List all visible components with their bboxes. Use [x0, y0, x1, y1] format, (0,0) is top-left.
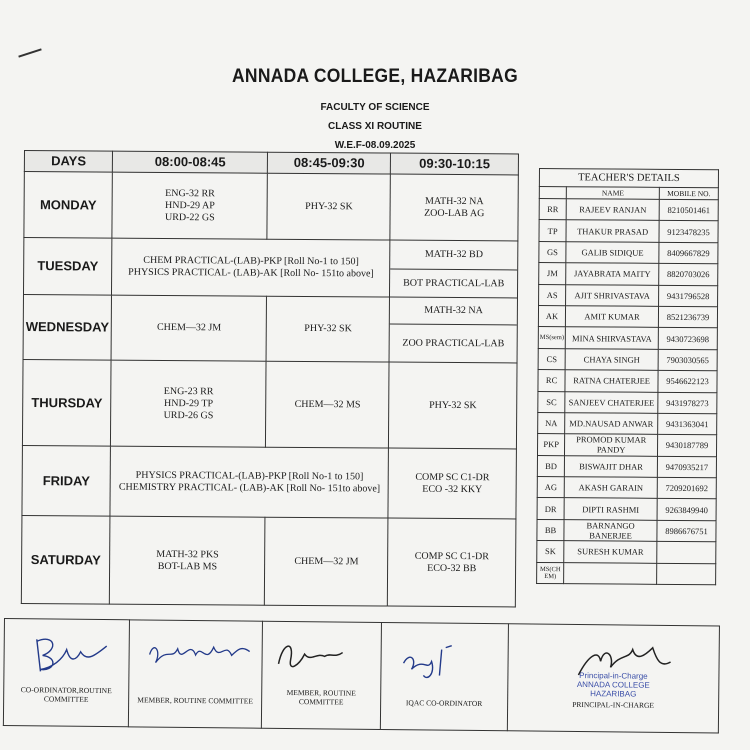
class-entry: ECO-32 BB [427, 562, 477, 574]
class-entry: URD-22 GS [164, 211, 215, 223]
pen-mark [18, 48, 41, 57]
signature-cell [3, 619, 129, 727]
day-label: SATURDAY [21, 515, 110, 604]
signature-scribble [381, 623, 508, 694]
cell-saturday-p2: CHEM—32 JM [265, 517, 389, 606]
col-days: DAYS [24, 151, 112, 173]
teacher-mobile: 9546622123 [658, 370, 717, 392]
college-title: ANNADA COLLEGE, HAZARIBAG [232, 66, 518, 87]
teacher-name: CHAYA SINGH [565, 348, 658, 370]
teacher-row [537, 541, 716, 564]
class-entry: PHYSICS PRACTICAL- (LAB)-AK [Roll No- 151to above] [128, 266, 374, 280]
teacher-row [539, 199, 718, 222]
teacher-row [537, 562, 716, 585]
teacher-code: BD [537, 455, 564, 477]
class-entry: CHEMISTRY PRACTICAL- (LAB)-AK [Roll No- 151to above] [118, 481, 381, 494]
routine-table [21, 150, 519, 607]
teacher-code: RC [538, 370, 565, 392]
teacher-row [539, 241, 718, 264]
col-name: NAME [566, 187, 659, 200]
signature-scribble [129, 620, 262, 691]
class-entry: HND-29 AP [165, 199, 215, 211]
day-label: FRIDAY [22, 445, 111, 516]
class-entry: PHYSICS PRACTICAL-(LAB)-PKP [Roll No-1 to 150] [135, 469, 364, 482]
teacher-name: MINA SHIRVASTAVA [565, 327, 658, 349]
teacher-mobile [657, 542, 716, 564]
teacher-code: TP [539, 220, 566, 242]
signature-role: MEMBER, ROUTINE COMMITTEE [137, 695, 254, 706]
teacher-mobile: 8409667829 [659, 242, 718, 264]
teacher-row [539, 220, 718, 243]
teacher-name: AKASH GARAIN [564, 477, 657, 499]
row-thursday [22, 359, 517, 448]
cell-friday-p12 [110, 446, 388, 518]
class-entry: MATH-32 BD [424, 248, 484, 261]
signature-role: PRINCIPAL-IN-CHARGE [572, 699, 655, 710]
cell-thursday-p3: PHY-32 SK [389, 362, 517, 449]
cell-saturday-p3 [388, 518, 516, 607]
teacher-name: BARNANGO BANERJEE [564, 520, 657, 542]
teacher-code: DR [537, 498, 564, 520]
class-entry: ZOO PRACTICAL-LAB [390, 324, 517, 363]
class-entry: COMP SC C1-DR [414, 550, 489, 562]
teacher-mobile: 7903030565 [658, 349, 717, 371]
cell-wednesday-p3 [389, 297, 517, 363]
teacher-row [537, 519, 716, 542]
teacher-code: GS [539, 241, 566, 263]
class-entry: ENG-32 RR [165, 187, 215, 199]
teacher-name: RAJEEV RANJAN [566, 199, 659, 221]
teachers-table [536, 168, 719, 585]
teacher-code: AG [537, 477, 564, 499]
signature-cell [507, 624, 719, 733]
teacher-mobile: 9431363041 [658, 413, 717, 435]
row-wednesday [23, 294, 517, 362]
class-entry: ZOO-LAB AG [424, 207, 485, 219]
signature-scribble [508, 624, 719, 696]
teacher-mobile: 9470935217 [657, 456, 716, 478]
class-entry: URD-26 GS [163, 409, 214, 421]
class-entry: MATH-32 NA [424, 195, 484, 207]
signature-role: CO-ORDINATOR,ROUTINE COMMITTEE [20, 685, 112, 704]
teacher-mobile: 9430187789 [657, 435, 716, 457]
cell-thursday-p2: CHEM—32 MS [266, 361, 390, 448]
teacher-name: MD.NAUSAD ANWAR [565, 413, 658, 435]
signature-scribble [262, 622, 381, 693]
class-entry: ENG-23 RR [163, 385, 214, 397]
teacher-name [564, 562, 657, 584]
teacher-name: SURESH KUMAR [564, 541, 657, 563]
col-mobile: MOBILE NO. [659, 187, 718, 199]
class-entry: COMP SC C1-DR [415, 471, 490, 483]
teacher-name: GALIB SIDIQUE [566, 241, 659, 263]
teacher-name: RATNA CHATERJEE [565, 370, 658, 392]
day-label: MONDAY [24, 172, 113, 239]
teacher-code: AS [539, 284, 566, 306]
class-title: CLASS XI ROUTINE [328, 121, 422, 132]
cell-tuesday-p12 [112, 238, 390, 297]
teacher-code: MS(CH EM) [537, 562, 564, 584]
teacher-row [539, 263, 718, 286]
teacher-mobile: 9263849940 [657, 499, 716, 521]
teacher-name: JAYABRATA MAITY [566, 263, 659, 285]
teacher-row [537, 455, 716, 478]
signature-table [3, 618, 720, 733]
cell-monday-p1 [112, 172, 267, 239]
teacher-row [538, 370, 717, 393]
teacher-row [537, 434, 716, 457]
col-code [539, 187, 566, 199]
teacher-mobile [657, 563, 716, 585]
teacher-code: AK [538, 305, 565, 327]
teacher-mobile: 9431796528 [659, 285, 718, 307]
teacher-code: PKP [537, 434, 564, 456]
teacher-mobile: 7209201692 [657, 477, 716, 499]
cell-wednesday-p2: PHY-32 SK [266, 296, 389, 362]
teacher-mobile: 9431978273 [658, 392, 717, 414]
signature-role: MEMBER, ROUTINE COMMITTEE [286, 687, 356, 707]
day-label: THURSDAY [22, 359, 111, 446]
teacher-code: CS [538, 348, 565, 370]
teacher-mobile: 9123478235 [659, 221, 718, 243]
teachers-title: TEACHER'S DETAILS [539, 169, 718, 188]
stamp-line: ANNADA COLLEGE [576, 680, 650, 690]
teacher-row [538, 391, 717, 414]
class-entry: BOT-LAB MS [157, 560, 218, 572]
cell-monday-p2: PHY-32 SK [267, 173, 390, 240]
class-entry: HND-29 TP [164, 397, 214, 409]
signature-cell [128, 620, 262, 728]
signature-cell [261, 621, 381, 729]
signature-cell [380, 622, 508, 730]
cell-monday-p3 [390, 174, 518, 241]
teacher-mobile: 8986676751 [657, 520, 716, 542]
teacher-name: THAKUR PRASAD [566, 220, 659, 242]
teacher-code: SK [537, 541, 564, 563]
cell-saturday-p1 [110, 516, 266, 605]
row-tuesday [23, 238, 517, 298]
teacher-code: JM [539, 263, 566, 285]
day-label: WEDNESDAY [23, 294, 112, 360]
cell-wednesday-p1: CHEM—32 JM [111, 295, 266, 361]
class-entry: MATH-32 NA [424, 304, 483, 317]
cell-tuesday-p3 [390, 240, 518, 298]
signature-role: IQAC CO-ORDINATOR [405, 698, 483, 709]
col-period-2: 08:45-09:30 [268, 152, 391, 174]
teacher-row [537, 498, 716, 521]
teacher-code: NA [538, 412, 565, 434]
col-period-1: 08:00-08:45 [113, 151, 268, 173]
teacher-name: BISWAJIT DHAR [565, 455, 658, 477]
teacher-row [538, 305, 717, 328]
teacher-row [538, 327, 717, 350]
day-label: TUESDAY [23, 238, 112, 296]
teacher-name: AJIT SHRIVASTAVA [566, 284, 659, 306]
teacher-name: PROMOD KUMAR PANDY [565, 434, 658, 456]
stamp-line: HAZARIBAG [590, 689, 637, 699]
teacher-mobile: 9430723698 [658, 328, 717, 350]
teacher-name: SANJEEV CHATERJEE [565, 391, 658, 413]
teacher-code: BB [537, 519, 564, 541]
teacher-mobile: 8210501461 [659, 199, 718, 221]
teacher-row [538, 348, 717, 371]
teacher-row [539, 284, 718, 307]
class-entry: ECO -32 KKY [422, 483, 483, 495]
stamp-line: Principal-in-Charge [579, 671, 648, 681]
teacher-code: MS(sem) [538, 327, 565, 349]
teacher-row [537, 477, 716, 500]
class-entry: CHEM PRACTICAL-(LAB)-PKP [Roll No-1 to 150] [143, 254, 359, 268]
cell-thursday-p1 [111, 360, 267, 447]
effective-date: W.E.F-08.09.2025 [334, 140, 416, 151]
signature-scribble [4, 619, 129, 690]
teacher-code: RR [539, 199, 566, 221]
teacher-name: DIPTI RASHMI [564, 498, 657, 520]
class-entry: BOT PRACTICAL-LAB [390, 269, 517, 298]
teacher-mobile: 8521236739 [658, 306, 717, 328]
teacher-mobile: 8820703026 [659, 264, 718, 286]
cell-friday-p3 [388, 448, 516, 519]
teacher-name: AMIT KUMAR [566, 306, 659, 328]
row-monday [24, 172, 518, 241]
col-period-3: 09:30-10:15 [391, 153, 519, 175]
teacher-row [538, 412, 717, 435]
faculty-title: FACULTY OF SCIENCE [320, 102, 430, 113]
class-entry: MATH-32 PKS [156, 548, 219, 560]
teacher-code: SC [538, 391, 565, 413]
row-saturday [21, 515, 516, 606]
row-friday [22, 445, 516, 518]
